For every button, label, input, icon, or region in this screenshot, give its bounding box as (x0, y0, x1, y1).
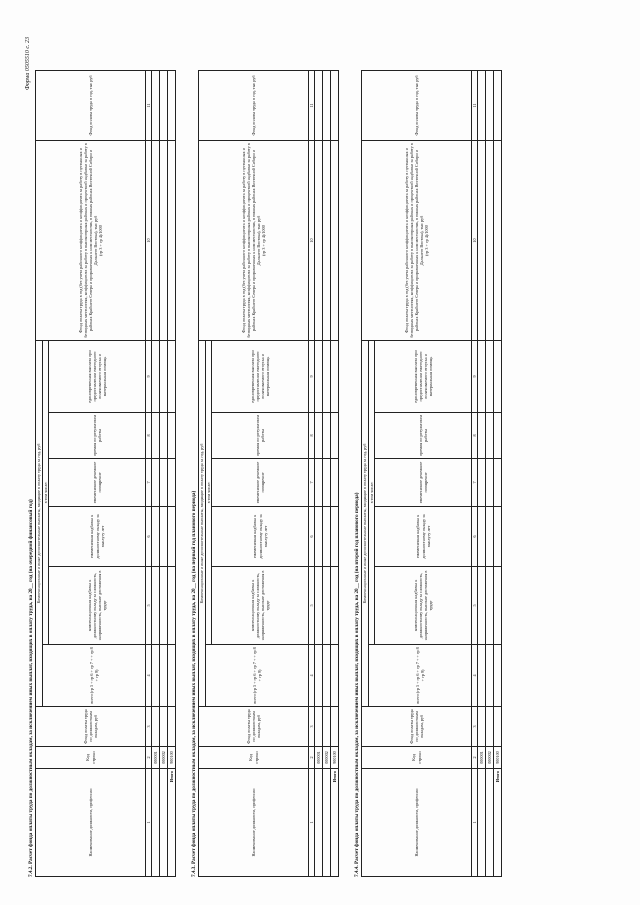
rotated-form (25, 37, 615, 877)
col-number: 10 (309, 141, 315, 341)
cell-value[interactable] (152, 507, 160, 567)
cell-value[interactable] (152, 567, 160, 645)
col-number: 11 (146, 71, 152, 141)
header-group: Компенсационные и иные дополнительные выплаты, входящие в оплату труда за год, руб (36, 341, 43, 707)
cell-value[interactable] (315, 141, 323, 341)
cell-value[interactable] (494, 141, 502, 341)
col-number: 10 (472, 141, 478, 341)
cell-value[interactable] (168, 459, 176, 507)
cell-value[interactable] (494, 507, 502, 567)
cell-value[interactable] (315, 507, 323, 567)
cell-value[interactable] (478, 707, 486, 747)
cell-value[interactable] (315, 707, 323, 747)
cell-code: 000001 (152, 747, 160, 769)
section-title: 7.4.2. Расчет фонда оплаты труда по должностным окладам, за исключением иных выплат, входящих в оплату труда, на 20__ год (на очередной финансовый год) (28, 499, 34, 877)
cell-value[interactable] (323, 567, 331, 645)
cell-value[interactable] (323, 341, 331, 413)
header-total: всего (гр 5 + гр 6 + гр 7 + + гр 8 + гр 9) (369, 645, 472, 707)
header-col11: Фонд оплаты труда в год, тыс руб (362, 71, 472, 141)
cell-value[interactable] (323, 413, 331, 459)
cell-value[interactable] (486, 71, 494, 141)
cell-value[interactable] (152, 413, 160, 459)
cell-value[interactable] (478, 567, 486, 645)
table-row (315, 37, 323, 877)
section-title: 7.4.3. Расчет фонда оплаты труда по должностным окладам, за исключением иных выплат, входящих в оплату труда, на 20__ год (на первый год планового периода) (191, 490, 197, 877)
cell-value[interactable] (160, 341, 168, 413)
col-number: 3 (309, 707, 315, 747)
col-number: 3 (472, 707, 478, 747)
header-group: Компенсационные и иные дополнительные выплаты, входящие в оплату труда за год, руб (362, 341, 369, 707)
cell-value[interactable] (168, 507, 176, 567)
cell-value[interactable] (486, 707, 494, 747)
cell-value[interactable] (323, 71, 331, 141)
col-number: 8 (472, 413, 478, 459)
col-number: 8 (146, 413, 152, 459)
header-code: Код строки (199, 747, 309, 769)
table-row (152, 37, 160, 877)
section-7-4-3 (190, 37, 339, 877)
header-col8: премия по результатам работы (375, 413, 472, 459)
cell-value[interactable] (486, 341, 494, 413)
header-incl: в том числе: (43, 341, 49, 645)
cell-code: 000002 (160, 747, 168, 769)
cell-name[interactable] (315, 769, 323, 877)
header-col9: единовременная выплата при предоставлении ежегодного оплачиваемого отпуска и материальная помощь (49, 341, 146, 413)
table-row (160, 37, 168, 877)
cell-value[interactable] (486, 141, 494, 341)
col-number: 1 (146, 769, 152, 877)
cell-value[interactable] (168, 645, 176, 707)
col-number: 5 (146, 567, 152, 645)
cell-value[interactable] (331, 341, 339, 413)
cell-value[interactable] (331, 507, 339, 567)
cell-value[interactable] (160, 645, 168, 707)
total-code: 900100 (331, 747, 339, 769)
table-row (323, 37, 331, 877)
header-col6: ежемесячная надбавка к должностному окладу за выслугу лет (212, 507, 309, 567)
form-number: Форма 0505510 с. 23 (25, 37, 31, 91)
header-fund: Фонд оплаты труда по должностным окладам, руб (362, 707, 472, 747)
total-label: Итого (494, 769, 502, 877)
header-col8: премия по результатам работы (49, 413, 146, 459)
col-number: 9 (472, 341, 478, 413)
cell-name[interactable] (323, 769, 331, 877)
table-row (486, 37, 494, 877)
cell-value[interactable] (478, 507, 486, 567)
col-number: 11 (309, 71, 315, 141)
cell-value[interactable] (323, 707, 331, 747)
cell-value[interactable] (315, 459, 323, 507)
cell-code: 000002 (323, 747, 331, 769)
cell-value[interactable] (152, 645, 160, 707)
section-7-4-2 (27, 37, 176, 877)
cell-value[interactable] (478, 459, 486, 507)
cell-value[interactable] (168, 341, 176, 413)
col-number: 9 (309, 341, 315, 413)
header-col9: единовременная выплата при предоставлении ежегодного оплачиваемого отпуска и материальная помощь (375, 341, 472, 413)
cell-code: 000001 (478, 747, 486, 769)
cell-value[interactable] (486, 459, 494, 507)
total-label: Итого (168, 769, 176, 877)
cell-value[interactable] (152, 459, 160, 507)
col-number: 2 (309, 747, 315, 769)
col-number: 4 (472, 645, 478, 707)
header-col6: ежемесячная надбавка к должностному окладу за выслугу лет (375, 507, 472, 567)
cell-value[interactable] (160, 567, 168, 645)
cell-value[interactable] (168, 71, 176, 141)
col-number: 7 (309, 459, 315, 507)
header-incl: в том числе: (206, 341, 212, 645)
calc-table (198, 37, 339, 878)
cell-value[interactable] (486, 645, 494, 707)
cell-value[interactable] (331, 459, 339, 507)
cell-value[interactable] (323, 459, 331, 507)
cell-value[interactable] (160, 707, 168, 747)
cell-value[interactable] (152, 341, 160, 413)
cell-value[interactable] (478, 71, 486, 141)
cell-value[interactable] (323, 141, 331, 341)
cell-name[interactable] (160, 769, 168, 877)
cell-value[interactable] (331, 141, 339, 341)
header-code: Код строки (36, 747, 146, 769)
header-col6: ежемесячная надбавка к должностному окладу за выслугу лет (49, 507, 146, 567)
col-number: 1 (309, 769, 315, 877)
cell-value[interactable] (160, 413, 168, 459)
header-col10: Фонд оплаты труда в год (без учета районного коэффициента и коэффициента за работу в пустынных и безводных местностях, коэффициента за работу в высокогорных районах и процентной надбавки за работу в районах Крайнего Севера и приравненных к ним местностях, в южных районах Восточной Сибири и Дальнего Востока), тыс руб (гр 3 + гр 4)/1000 (199, 141, 309, 341)
cell-value[interactable] (494, 707, 502, 747)
cell-value[interactable] (486, 567, 494, 645)
header-col5: компенсационная надбавка к должностному окладу за сложность, напряженность, высокие достижения в труде (49, 567, 146, 645)
header-incl: в том числе: (369, 341, 375, 645)
section-7-4-4 (353, 37, 502, 877)
cell-value[interactable] (486, 413, 494, 459)
col-number: 7 (146, 459, 152, 507)
header-col7: ежемесячное денежное поощрение (375, 459, 472, 507)
cell-value[interactable] (160, 71, 168, 141)
header-fund: Фонд оплаты труда по должностным окладам, руб (199, 707, 309, 747)
cell-value[interactable] (478, 141, 486, 341)
header-col5: компенсационная надбавка к должностному окладу за сложность, напряженность, высокие достижения в труде (375, 567, 472, 645)
header-col10: Фонд оплаты труда в год (без учета районного коэффициента и коэффициента за работу в пустынных и безводных местностях, коэффициента за работу в высокогорных районах и процентной надбавки за работу в районах Крайнего Севера и приравненных к ним местностях, в южных районах Восточной Сибири и Дальнего Востока), тыс руб (гр 3 + гр 4)/1000 (362, 141, 472, 341)
cell-value[interactable] (315, 71, 323, 141)
calc-table (361, 37, 502, 878)
total-row (168, 37, 176, 877)
cell-value[interactable] (152, 141, 160, 341)
header-name: Наименование должности, профессии (362, 769, 472, 877)
col-number: 7 (472, 459, 478, 507)
cell-value[interactable] (323, 645, 331, 707)
header-col9: единовременная выплата при предоставлении ежегодного оплачиваемого отпуска и материальная помощь (212, 341, 309, 413)
col-number: 5 (309, 567, 315, 645)
cell-value[interactable] (315, 413, 323, 459)
cell-value[interactable] (331, 567, 339, 645)
cell-code: 000001 (315, 747, 323, 769)
col-number: 10 (146, 141, 152, 341)
header-code: Код строки (362, 747, 472, 769)
total-code: 900100 (168, 747, 176, 769)
cell-value[interactable] (168, 141, 176, 341)
header-col8: премия по результатам работы (212, 413, 309, 459)
total-row (494, 37, 502, 877)
header-col7: ежемесячное денежное поощрение (49, 459, 146, 507)
cell-value[interactable] (323, 507, 331, 567)
table-row (478, 37, 486, 877)
cell-value[interactable] (152, 71, 160, 141)
cell-value[interactable] (168, 567, 176, 645)
header-col11: Фонд оплаты труда в год, тыс руб (199, 71, 309, 141)
cell-value[interactable] (494, 459, 502, 507)
calc-table (35, 37, 176, 878)
cell-value[interactable] (494, 413, 502, 459)
col-number: 2 (146, 747, 152, 769)
col-number: 11 (472, 71, 478, 141)
cell-value[interactable] (315, 567, 323, 645)
cell-code: 000002 (486, 747, 494, 769)
col-number: 1 (472, 769, 478, 877)
total-row (331, 37, 339, 877)
cell-value[interactable] (478, 413, 486, 459)
header-col10: Фонд оплаты труда в год (без учета районного коэффициента и коэффициента за работу в пустынных и безводных местностях, коэффициента за работу в высокогорных районах и процентной надбавки за работу в районах Крайнего Севера и приравненных к ним местностях, в южных районах Восточной Сибири и Дальнего Востока), тыс руб (гр 3 + гр 4)/1000 (36, 141, 146, 341)
cell-value[interactable] (315, 645, 323, 707)
col-number: 8 (309, 413, 315, 459)
cell-value[interactable] (331, 71, 339, 141)
cell-name[interactable] (478, 769, 486, 877)
cell-value[interactable] (152, 707, 160, 747)
header-name: Наименование должности, профессии (36, 769, 146, 877)
col-number: 6 (472, 507, 478, 567)
header-total: всего (гр 5 + гр 6 + гр 7 + + гр 8 + гр 9) (206, 645, 309, 707)
header-name: Наименование должности, профессии (199, 769, 309, 877)
header-col11: Фонд оплаты труда в год, тыс руб (36, 71, 146, 141)
header-total: всего (гр 5 + гр 6 + гр 7 + + гр 8 + гр 9) (43, 645, 146, 707)
col-number: 3 (146, 707, 152, 747)
header-fund: Фонд оплаты труда по должностным окладам, руб (36, 707, 146, 747)
cell-name[interactable] (152, 769, 160, 877)
cell-value[interactable] (331, 707, 339, 747)
cell-value[interactable] (494, 71, 502, 141)
col-number: 2 (472, 747, 478, 769)
total-label: Итого (331, 769, 339, 877)
total-code: 900100 (494, 747, 502, 769)
cell-value[interactable] (168, 707, 176, 747)
section-title: 7.4.4. Расчет фонда оплаты труда по должностным окладам, за исключением иных выплат, входящих в оплату труда, на 20__ год (на второй год планового периода) (354, 492, 360, 877)
cell-value[interactable] (331, 413, 339, 459)
cell-value[interactable] (315, 341, 323, 413)
cell-name[interactable] (486, 769, 494, 877)
col-number: 9 (146, 341, 152, 413)
col-number: 6 (309, 507, 315, 567)
cell-value[interactable] (494, 341, 502, 413)
cell-value[interactable] (168, 413, 176, 459)
col-number: 4 (146, 645, 152, 707)
cell-value[interactable] (494, 567, 502, 645)
cell-value[interactable] (160, 507, 168, 567)
header-col7: ежемесячное денежное поощрение (212, 459, 309, 507)
col-number: 4 (309, 645, 315, 707)
cell-value[interactable] (478, 341, 486, 413)
col-number: 6 (146, 507, 152, 567)
cell-value[interactable] (478, 645, 486, 707)
header-group: Компенсационные и иные дополнительные выплаты, входящие в оплату труда за год, руб (199, 341, 206, 707)
header-col5: компенсационная надбавка к должностному окладу за сложность, напряженность, высокие достижения в труде (212, 567, 309, 645)
cell-value[interactable] (331, 645, 339, 707)
col-number: 5 (472, 567, 478, 645)
cell-value[interactable] (494, 645, 502, 707)
cell-value[interactable] (160, 459, 168, 507)
cell-value[interactable] (160, 141, 168, 341)
cell-value[interactable] (486, 507, 494, 567)
